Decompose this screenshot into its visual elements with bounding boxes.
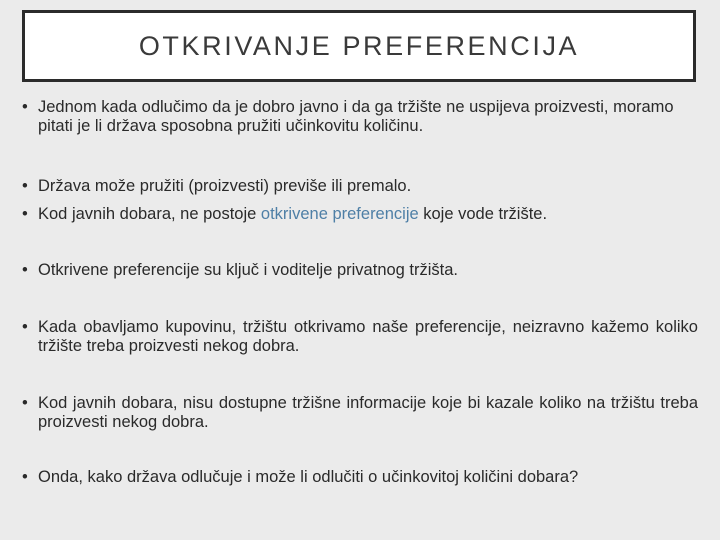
bullet-marker: • xyxy=(22,468,28,486)
bullet-text: Država može pružiti (proizvesti) previše ili premalo. xyxy=(38,177,412,195)
bullet-marker: • xyxy=(22,394,28,412)
bullet-marker: • xyxy=(22,261,28,279)
bullet-item xyxy=(22,318,698,356)
bullet-text xyxy=(38,205,698,224)
bullet-text: Onda, kako država odlučuje i može li odlučiti o učinkovitoj količini dobara? xyxy=(38,468,579,486)
bullet-text-after: koje vode tržište. xyxy=(418,205,548,223)
bullet-item xyxy=(22,177,698,196)
bullet-text-before: Kod javnih dobara, ne postoje xyxy=(38,205,261,223)
bullet-item xyxy=(22,98,698,136)
bullet-text: Kod javnih dobara, nisu dostupne tržišne informacije koje bi kazale koliko na tržištu treba proizvesti nekog dobra. xyxy=(38,394,698,431)
bullet-marker: • xyxy=(22,177,28,195)
bullet-text: Otkrivene preferencije su ključ i voditelje privatnog tržišta. xyxy=(38,261,459,279)
slide-title: OTKRIVANJE PREFERENCIJA xyxy=(138,30,580,61)
bullet-marker: • xyxy=(22,205,28,223)
bullet-item xyxy=(22,394,698,432)
bullet-text: Jednom kada odlučimo da je dobro javno i da ga tržište ne uspijeva proizvesti, moramo pitati je li država sposobna pružiti učinkovitu količinu. xyxy=(38,98,674,135)
bullet-item xyxy=(22,205,698,224)
highlighted-term: otkrivene preferencije xyxy=(260,205,419,223)
bullet-text: Kada obavljamo kupovinu, tržištu otkrivamo naše preferencije, neizravno kažemo koliko tržište treba proizvesti nekog dobra. xyxy=(38,318,698,355)
bullet-item xyxy=(22,468,698,487)
bullet-item xyxy=(22,261,698,280)
bullet-marker: • xyxy=(22,98,28,116)
slide-title-box xyxy=(22,10,696,82)
bullet-marker: • xyxy=(22,318,28,336)
